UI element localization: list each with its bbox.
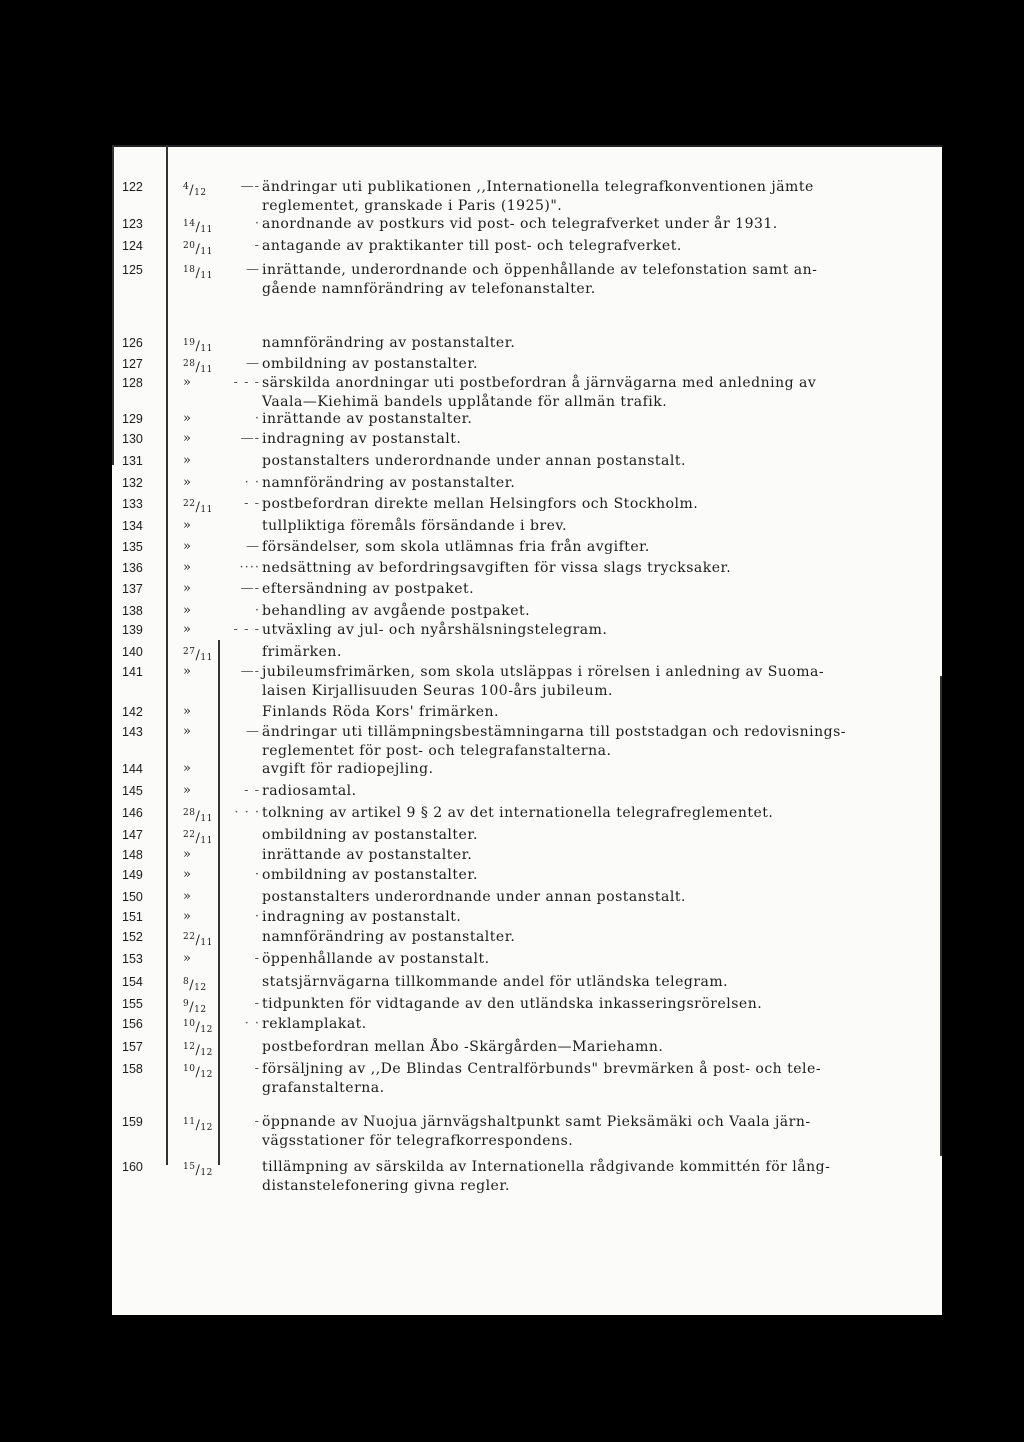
entry-text (262, 538, 942, 557)
entry-date (183, 1038, 223, 1062)
entry-text-line: namnförändring av postanstalter. (262, 929, 516, 945)
entry-date (183, 1113, 223, 1137)
ditto-dash: · · (244, 475, 260, 490)
entry-text-line: nedsättning av befordringsavgiften för vissa slags trycksaker. (262, 560, 732, 576)
entry-text-line: antagande av praktikanter till post- och telegrafverket. (262, 238, 682, 254)
entry-date (183, 703, 223, 721)
entry-number: 141 (122, 665, 143, 679)
entry-date (183, 1015, 223, 1039)
entry-date (183, 1060, 223, 1084)
entry-text-line: postbefordran direkte mellan Helsingfors och Stockholm. (262, 496, 699, 512)
date-day: 27 (183, 647, 196, 657)
entry-date (183, 928, 223, 952)
entry-text (262, 334, 942, 353)
entry-text-line: tillämpning av särskilda av Internationella rådgivande kommittén för lång- (262, 1159, 831, 1175)
date-day: 19 (183, 338, 196, 348)
date-day: 14 (183, 219, 196, 229)
ditto-dash: —- (240, 179, 260, 194)
date-month: 12 (200, 1070, 213, 1080)
entry-date (183, 410, 223, 428)
entry-number: 153 (122, 952, 143, 966)
entry-text (262, 374, 942, 411)
date-slash: / (195, 648, 201, 663)
ditto-mark: » (183, 783, 192, 798)
ditto-dash: · (254, 216, 260, 231)
entry-number: 140 (122, 645, 143, 659)
entry-text (262, 474, 942, 493)
date-day: 20 (183, 241, 196, 251)
ditto-mark: » (183, 375, 192, 390)
entry-text (262, 826, 942, 845)
ditto-mark: » (183, 518, 192, 533)
ditto-dash: — (246, 262, 260, 277)
entry-text (262, 410, 942, 429)
entry-text-line: Vaala—Kiehimä bandels upplåtande för allmän trafik. (262, 393, 668, 410)
entry-text (262, 1113, 942, 1150)
date-month: 11 (200, 271, 213, 281)
entry-text (262, 782, 942, 801)
date-slash: / (195, 220, 201, 235)
entry-text (262, 703, 942, 722)
entry-text (262, 602, 942, 621)
ditto-mark: » (183, 951, 192, 966)
entry-date (183, 621, 223, 639)
date-slash: / (195, 1118, 201, 1133)
entry-text-line: eftersändning av postpaket. (262, 581, 475, 597)
entry-text-line: vägsstationer för telegrafkorrespondens. (262, 1132, 574, 1149)
entry-text-line: anordnande av postkurs vid post- och telegrafverket under år 1931. (262, 216, 778, 232)
date-slash: / (189, 978, 195, 993)
ditto-mark: » (183, 622, 192, 637)
entry-text-line: jubileumsfrimärken, som skola utsläppas i rörelsen i anledning av Suoma- (262, 664, 825, 680)
entry-date (183, 374, 223, 392)
entry-date (183, 237, 223, 261)
date-slash: / (195, 266, 201, 281)
date-day: 10 (183, 1019, 196, 1029)
entry-text-line: försäljning av ,,De Blindas Centralförbunds" brevmärken å post- och tele- (262, 1061, 822, 1077)
entry-number: 143 (122, 725, 143, 739)
entry-text (262, 928, 942, 947)
entry-text-line: inrättande av postanstalter. (262, 411, 473, 427)
ditto-mark: » (183, 453, 192, 468)
entry-text-line: statsjärnvägarna tillkommande andel för utländska telegram. (262, 974, 729, 990)
entry-date (183, 495, 223, 519)
entry-number: 144 (122, 762, 143, 776)
entry-date (183, 430, 223, 448)
date-month: 12 (194, 983, 207, 993)
entry-date (183, 950, 223, 968)
entry-text-line: inrättande av postanstalter. (262, 847, 473, 863)
entry-date (183, 908, 223, 926)
ditto-dash: - (254, 1114, 260, 1129)
date-slash: / (195, 1163, 201, 1178)
entry-text (262, 621, 942, 640)
entry-text-line: postanstalters underordnande under annan postanstalt. (262, 453, 686, 469)
entry-text (262, 1060, 942, 1097)
ditto-mark: » (183, 664, 192, 679)
date-day: 10 (183, 1064, 196, 1074)
date-slash: / (189, 183, 195, 198)
ditto-dash: — (246, 356, 260, 371)
entry-text (262, 430, 942, 449)
date-day: 11 (183, 1117, 196, 1127)
date-slash: / (195, 809, 201, 824)
entry-text-line: ombildning av postanstalter. (262, 356, 478, 372)
ditto-mark: » (183, 847, 192, 862)
ditto-mark: » (183, 761, 192, 776)
entry-number: 142 (122, 705, 143, 719)
entry-text-line: namnförändring av postanstalter. (262, 475, 516, 491)
date-slash: / (195, 242, 201, 257)
entry-text-line: laisen Kirjallisuuden Seuras 100-års jubileum. (262, 682, 613, 699)
entry-text-line: indragning av postanstalt. (262, 431, 462, 447)
entry-text (262, 261, 942, 298)
ditto-dash: - (254, 1061, 260, 1076)
entry-text-line: namnförändring av postanstalter. (262, 335, 516, 351)
date-day: 4 (183, 182, 190, 192)
entry-text-line: tidpunkten för vidtagande av den utländska inkasseringsrörelsen. (262, 996, 763, 1012)
entry-number: 139 (122, 623, 143, 637)
entry-text-line: tolkning av artikel 9 § 2 av det internationella telegrafreglementet. (262, 805, 774, 821)
date-month: 11 (200, 505, 213, 515)
entry-date (183, 663, 223, 681)
date-month: 11 (200, 814, 213, 824)
entry-number: 152 (122, 930, 143, 944)
date-day: 22 (183, 499, 196, 509)
entry-number: 154 (122, 975, 143, 989)
entry-number: 145 (122, 784, 143, 798)
entry-number: 159 (122, 1115, 143, 1129)
entry-text (262, 1038, 942, 1057)
entry-date (183, 846, 223, 864)
ditto-dash: - (254, 951, 260, 966)
entry-text-line: grafanstalterna. (262, 1079, 385, 1096)
entry-number: 125 (122, 263, 143, 277)
date-month: 11 (200, 344, 213, 354)
entry-text-line: öppnande av Nuojua järnvägshaltpunkt samt Pieksämäki och Vaala järn- (262, 1114, 811, 1130)
entry-text-line: radiosamtal. (262, 783, 357, 799)
entry-number: 151 (122, 910, 143, 924)
ditto-dash: —- (240, 664, 260, 679)
ditto-dash: —- (240, 581, 260, 596)
entry-text (262, 355, 942, 374)
entry-text (262, 643, 942, 662)
entry-number: 130 (122, 432, 143, 446)
ditto-mark: » (183, 909, 192, 924)
ditto-dash: · (254, 867, 260, 882)
entry-text-line: reglementet för post- och telegrafanstalterna. (262, 742, 612, 759)
entry-date (183, 723, 223, 741)
ditto-mark: » (183, 475, 192, 490)
ditto-dash: · (254, 411, 260, 426)
entry-text (262, 973, 942, 992)
entry-text (262, 495, 942, 514)
entry-text-line: avgift för radiopejling. (262, 761, 434, 777)
entry-number: 128 (122, 376, 143, 390)
date-slash: / (195, 1020, 201, 1035)
date-day: 12 (183, 1042, 196, 1052)
entry-number: 132 (122, 476, 143, 490)
ditto-mark: » (183, 867, 192, 882)
entry-text (262, 663, 942, 700)
ditto-dash: · · · (234, 805, 260, 820)
entry-date (183, 538, 223, 556)
ditto-mark: » (183, 581, 192, 596)
entry-number: 129 (122, 412, 143, 426)
entry-text (262, 760, 942, 779)
ditto-mark: » (183, 724, 192, 739)
ditto-dash: · (254, 603, 260, 618)
ditto-mark: » (183, 431, 192, 446)
entry-number: 126 (122, 336, 143, 350)
date-slash: / (195, 933, 201, 948)
entry-date (183, 973, 223, 997)
ditto-mark: » (183, 560, 192, 575)
entry-number: 147 (122, 828, 143, 842)
entry-text-line: tullpliktiga föremåls försändande i brev. (262, 518, 568, 534)
entry-text (262, 517, 942, 536)
entry-number: 157 (122, 1040, 143, 1054)
entry-number: 155 (122, 997, 143, 1011)
entry-number: 146 (122, 806, 143, 820)
entry-text-line: utväxling av jul- och nyårshälsningstelegram. (262, 622, 608, 638)
entry-text (262, 908, 942, 927)
date-day: 22 (183, 830, 196, 840)
entry-number: 127 (122, 357, 143, 371)
entry-date (183, 559, 223, 577)
date-month: 12 (194, 1005, 207, 1015)
entry-number: 150 (122, 890, 143, 904)
entry-text (262, 452, 942, 471)
entry-text (262, 723, 942, 760)
date-day: 28 (183, 359, 196, 369)
entry-text-line: postanstalters underordnande under annan postanstalt. (262, 889, 686, 905)
ditto-dash: — (246, 539, 260, 554)
ditto-dash: - - - (233, 622, 260, 637)
entry-text-line: behandling av avgående postpaket. (262, 603, 531, 619)
entry-text-line: Finlands Röda Kors' frimärken. (262, 704, 499, 720)
entry-number: 160 (122, 1160, 143, 1174)
entry-text (262, 559, 942, 578)
entry-date (183, 452, 223, 470)
entry-text (262, 866, 942, 885)
entry-date (183, 782, 223, 800)
ditto-mark: » (183, 704, 192, 719)
entry-date (183, 215, 223, 239)
ditto-dash: - (254, 996, 260, 1011)
entry-text-line: ändringar uti publikationen ,,Internationella telegrafkonventionen jämte (262, 179, 814, 195)
entry-text (262, 804, 942, 823)
entry-number: 124 (122, 239, 143, 253)
entry-text-line: öppenhållande av postanstalt. (262, 951, 490, 967)
entry-date (183, 1158, 223, 1182)
date-day: 9 (183, 999, 190, 1009)
ditto-dash: — (246, 724, 260, 739)
date-day: 18 (183, 265, 196, 275)
entry-text-line: försändelser, som skola utlämnas fria från avgifter. (262, 539, 650, 555)
date-month: 11 (200, 365, 213, 375)
date-month: 12 (194, 188, 207, 198)
entry-text-line: ombildning av postanstalter. (262, 827, 478, 843)
entry-date (183, 888, 223, 906)
entry-number: 148 (122, 848, 143, 862)
date-month: 12 (200, 1123, 213, 1133)
entry-text (262, 580, 942, 599)
entry-date (183, 474, 223, 492)
date-month: 12 (200, 1048, 213, 1058)
date-slash: / (189, 1000, 195, 1015)
entry-text-line: indragning av postanstalt. (262, 909, 462, 925)
ditto-dash: · (254, 909, 260, 924)
ditto-dash: - - - (233, 375, 260, 390)
ditto-dash: - - (244, 783, 260, 798)
entry-number: 156 (122, 1017, 143, 1031)
ditto-mark: » (183, 539, 192, 554)
entry-text (262, 215, 942, 234)
entry-date (183, 866, 223, 884)
entry-text (262, 846, 942, 865)
date-slash: / (195, 500, 201, 515)
entry-text-line: inrättande, underordnande och öppenhållande av telefonstation samt an- (262, 262, 818, 278)
date-month: 11 (200, 836, 213, 846)
date-slash: / (195, 360, 201, 375)
date-day: 22 (183, 932, 196, 942)
date-month: 11 (200, 653, 213, 663)
date-month: 11 (200, 938, 213, 948)
entry-date (183, 804, 223, 828)
ditto-dash: —- (240, 431, 260, 446)
entry-text-line: ändringar uti tillämpningsbestämningarna till poststadgan och redovisnings- (262, 724, 847, 740)
date-slash: / (195, 1065, 201, 1080)
entry-text (262, 237, 942, 256)
entry-text-line: frimärken. (262, 644, 342, 660)
entry-text (262, 888, 942, 907)
entry-number: 137 (122, 582, 143, 596)
ditto-dash: · · (244, 1016, 260, 1031)
date-month: 11 (200, 247, 213, 257)
ditto-dash: ···· (239, 560, 260, 575)
entry-text (262, 1158, 942, 1195)
entry-number: 149 (122, 868, 143, 882)
entry-text-line: distanstelefonering givna regler. (262, 1177, 510, 1194)
entry-number: 131 (122, 454, 143, 468)
ditto-mark: » (183, 603, 192, 618)
entry-date (183, 602, 223, 620)
entry-text-line: särskilda anordningar uti postbefordran å järnvägarna med anledning av (262, 375, 817, 391)
ditto-dash: - (254, 238, 260, 253)
date-slash: / (195, 831, 201, 846)
entry-text (262, 1015, 942, 1034)
entry-date (183, 517, 223, 535)
entry-number: 135 (122, 540, 143, 554)
date-month: 11 (200, 225, 213, 235)
entry-date (183, 261, 223, 285)
entry-text (262, 950, 942, 969)
entry-number: 158 (122, 1062, 143, 1076)
date-day: 28 (183, 808, 196, 818)
entry-number: 122 (122, 180, 143, 194)
entry-date (183, 580, 223, 598)
date-month: 12 (200, 1025, 213, 1035)
entry-text-line: reglementet, granskade i Paris (1925)". (262, 197, 563, 214)
date-day: 15 (183, 1162, 196, 1172)
entry-text (262, 178, 942, 215)
entry-number: 133 (122, 497, 143, 511)
entry-date (183, 178, 223, 202)
date-slash: / (195, 1043, 201, 1058)
entry-date (183, 760, 223, 778)
date-month: 12 (200, 1168, 213, 1178)
ditto-dash: - - (244, 496, 260, 511)
date-day: 8 (183, 977, 190, 987)
date-slash: / (195, 339, 201, 354)
entry-number: 134 (122, 519, 143, 533)
entry-number: 136 (122, 561, 143, 575)
entry-text (262, 995, 942, 1014)
ditto-mark: » (183, 889, 192, 904)
entry-number: 138 (122, 604, 143, 618)
entry-text-line: gående namnförändring av telefonanstalter. (262, 280, 596, 297)
entry-text-line: postbefordran mellan Åbo -Skärgården—Mariehamn. (262, 1039, 664, 1055)
ditto-mark: » (183, 411, 192, 426)
entry-text-line: reklamplakat. (262, 1016, 367, 1032)
entry-text-line: ombildning av postanstalter. (262, 867, 478, 883)
entry-number: 123 (122, 217, 143, 231)
